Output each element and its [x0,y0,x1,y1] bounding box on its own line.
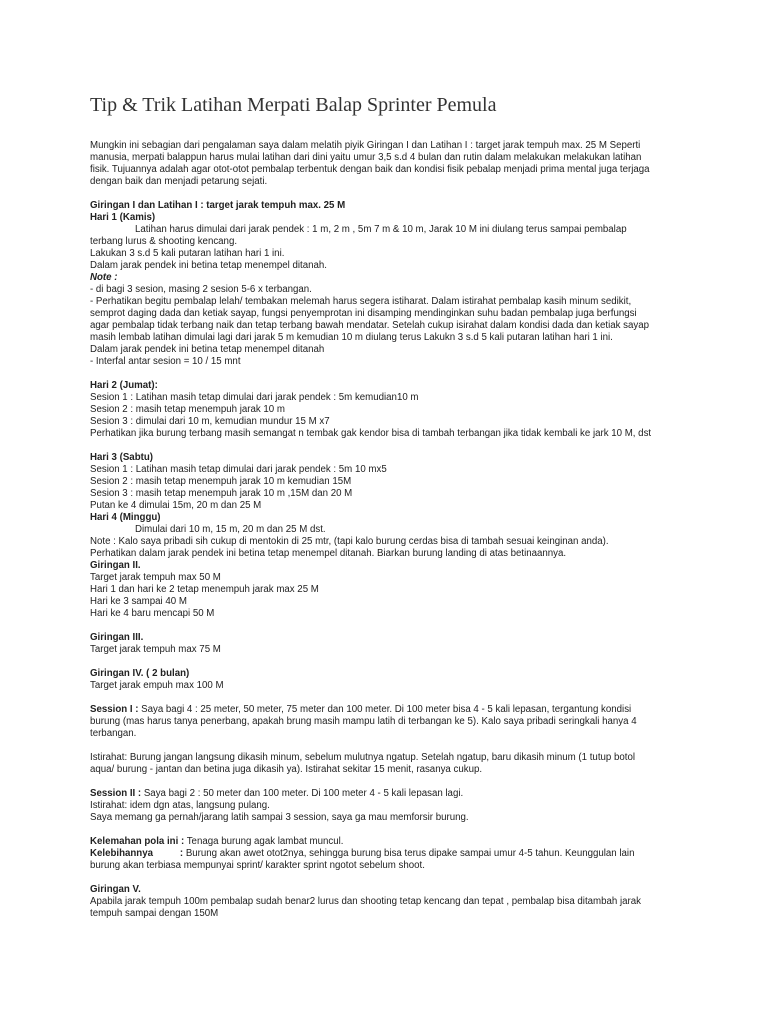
text-line: agar pembalap tidak terbang naik dan tetap terbang bawah mendatar. Setelah cukup isirahat dalam kondisi dada dan ketiak sayap [90,320,650,331]
text-line: Perhatikan dalam jarak pendek ini betina tetap menempel ditanah. Biarkan burung landing di atas betinaannya. [90,548,567,559]
text-line: tempuh sampai dengan 150M [90,908,219,919]
text-line: Sesion 1 : Latihan masih tetap dimulai dari jarak pendek : 5m 10 mx5 [90,464,387,475]
section-heading: Giringan III. [90,632,144,643]
text-line: Note : Kalo saya pribadi sih cukup di mentokin di 25 mtr, (tapi kalo burung cerdas bisa di tambah sesuai keinginan anda). [90,536,609,547]
text-line: Target jarak tempuh max 50 M [90,572,221,583]
text-line: Apabila jarak tempuh 100m pembalap sudah benar2 lurus dan shooting tetap kencang dan tepat , pembalap bisa ditambah jarak [90,896,641,907]
text-line: Hari ke 3 sampai 40 M [90,596,187,607]
text-line: - di bagi 3 sesion, masing 2 sesion 5-6 x terbangan. [90,284,312,295]
section-giringan-3 [90,632,690,656]
text-line: Dalam jarak pendek ini betina tetap menempel ditanah [90,344,325,355]
text-line: Sesion 1 : Latihan masih tetap dimulai dari jarak pendek : 5m kemudian10 m [90,392,419,403]
section-heading: Giringan V. [90,884,141,895]
text-line: Istirahat: idem dgn atas, langsung pulang. [90,800,270,811]
text-fragment: Saya bagi 4 : 25 meter, 50 meter, 75 meter dan 100 meter. Di 100 meter bisa 4 - 5 kali lepasan, tergantung kondisi [138,704,632,715]
section-heading: Giringan IV. ( 2 bulan) [90,668,190,679]
document-body [90,140,690,920]
intro-line: manusia, merpati balappun harus mulai latihan dari dini yaitu umur 3,5 s.d 4 bulan dan rutin dalam melakukan melakukan latihan [90,152,642,163]
text-line: Sesion 2 : masih tetap menempuh jarak 10 m kemudian 15M [90,476,352,487]
text-line: Istirahat: Burung jangan langsung dikasih minum, sebelum mulutnya ngatup. Setelah ngatup, baru dikasih minum (1 tutup botol [90,752,635,763]
text-line: Lakukan 3 s.d 5 kali putaran latihan hari 1 ini. [90,248,285,259]
text-line: burung akan terbiasa mempunyai sprint/ karakter sprint ngotot sebelum shoot. [90,860,425,871]
text-fragment: Burung akan awet otot2nya, sehingga burung bisa terus dipake sampai umur 4-5 tahun. Keunggulan lain [183,848,635,859]
day-heading: Hari 3 (Sabtu) [90,452,153,463]
text-line: Target jarak tempuh max 75 M [90,644,221,655]
section-giringan-5 [90,884,690,920]
text-line: Latihan harus dimulai dari jarak pendek : 1 m, 2 m , 5m 7 m & 10 m, Jarak 10 M ini diulang terus sampai pembalap [135,224,627,235]
section-giringan-2 [90,560,690,620]
text-fragment: Tenaga burung agak lambat muncul. [184,836,344,847]
document-title: Tip & Trik Latihan Merpati Balap Sprinter Pemula [90,94,497,116]
session-2-line [90,788,690,800]
intro-line: dengan baik dan menjadi petarung sejati. [90,176,268,187]
section-heading: Giringan II. [90,560,141,571]
strength-line [90,848,690,860]
text-line: Hari ke 4 baru mencapi 50 M [90,608,215,619]
text-line: Dalam jarak pendek ini betina tetap menempel ditanah. [90,260,327,271]
text-line: Putan ke 4 dimulai 15m, 20 m dan 25 M [90,500,262,511]
text-line: - Perhatikan begitu pembalap lelah/ tembakan melemah harus segera istiharat. Dalam istirahat pembalap kasih minum sedikit, [90,296,632,307]
text-line: masih lembab latihan dimulai lagi dari jarak 5 m kemudian 10 m diulang terus Lakukn 3 s.d 5 kali putaran latihan hari 1 ini. [90,332,613,343]
text-line: Hari 1 dan hari ke 2 tetap menempuh jarak max 25 M [90,584,319,595]
text-line: Target jarak empuh max 100 M [90,680,224,691]
weakness-label: Kelemahan pola ini : [90,836,185,847]
text-line: Sesion 3 : masih tetap menempuh jarak 10 m ,15M dan 20 M [90,488,353,499]
session-1-label: Session I : [90,704,139,715]
note-label: Note : [90,272,118,283]
text-line: aqua/ burung - jantan dan betina juga dikasih ya). Istirahat sekitar 15 menit, rasanya cukup. [90,764,483,775]
text-line: Perhatikan jika burung terbang masih semangat n tembak gak kendor bisa di tambah terbangan jika tidak kembali ke jark 10 M, dst [90,428,652,439]
day-heading: Hari 1 (Kamis) [90,212,156,223]
text-line: semprot daging dada dan ketiak sayap, fungsi penyemprotan ini disamping mendinginkan suhu badan pembalap juga berfungsi [90,308,637,319]
session-1-line [90,704,690,716]
intro-paragraph [90,140,690,188]
text-fragment: Saya bagi 2 : 50 meter dan 100 meter. Di 100 meter 4 - 5 kali lepasan lagi. [141,788,464,799]
text-line: Dimulai dari 10 m, 15 m, 20 m dan 25 M dst. [135,524,326,535]
strength-label: Kelebihannya : [90,848,184,859]
text-line: Sesion 2 : masih tetap menempuh jarak 10 m [90,404,285,415]
text-line: terbang lurus & shooting kencang. [90,236,238,247]
text-line: - Interfal antar sesion = 10 / 15 mnt [90,356,241,367]
session-2-label: Session II : [90,788,142,799]
day-heading: Hari 4 (Minggu) [90,512,161,523]
weakness-line [90,836,690,848]
intro-line: fisik. Tujuannya adalah agar otot-otot pembalap terbentuk dengan baik dan kondisi fisik pebalap menjadi prima mental juga terjaga [90,164,650,175]
section-giringan-1 [90,200,690,560]
day-heading: Hari 2 (Jumat): [90,380,158,391]
section-heading: Giringan I dan Latihan I : target jarak tempuh max. 25 M [90,200,346,211]
text-line: burung (mas harus tanya penerbang, apakah brung masih mampu latih di terbangan ke 5). Kalo saya pribadi seringkali hanya 4 [90,716,637,727]
text-line: terbangan. [90,728,137,739]
intro-line: Mungkin ini sebagian dari pengalaman saya dalam melatih piyik Giringan I dan Latihan I : target jarak tempuh max. 25 M Seperti [90,140,641,151]
text-line: Sesion 3 : dimulai dari 10 m, kemudian mundur 15 M x7 [90,416,330,427]
section-giringan-4 [90,668,690,872]
text-line: Saya memang ga pernah/jarang latih sampai 3 session, saya ga mau memforsir burung. [90,812,469,823]
